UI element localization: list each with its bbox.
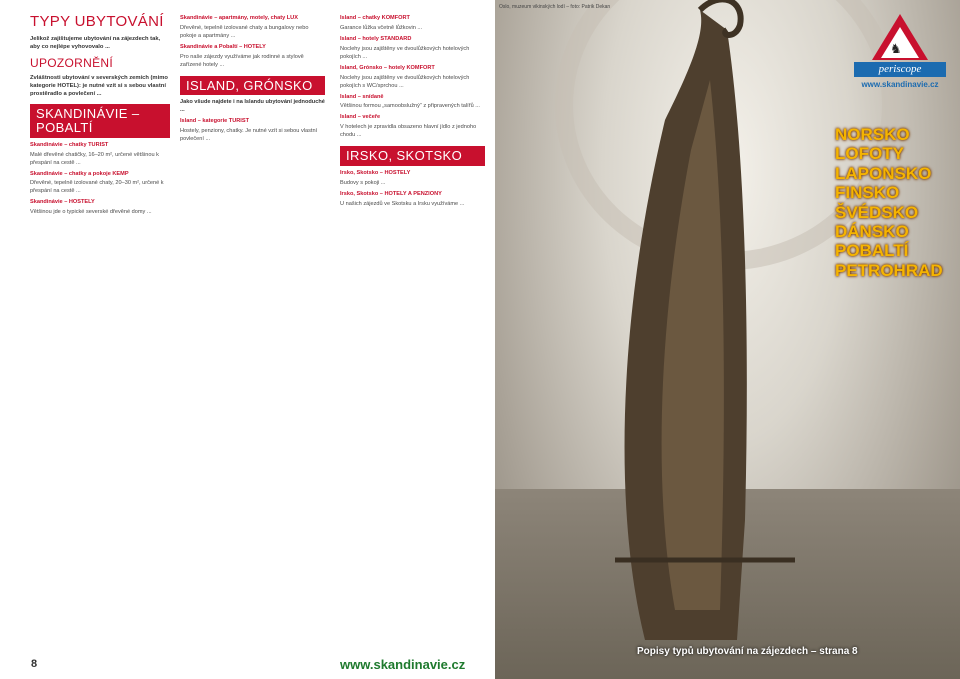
text-irsko-hotely: U našich zájezdů ve Skotsku a Irsku využíváme ... xyxy=(340,200,465,207)
text-standard: Noclehy jsou zajištěny ve dvoulůžkových hotelových pokojích ... xyxy=(340,45,470,60)
photo-footer: Popisy typů ubytování na zájezdech – strana 8 xyxy=(637,646,858,657)
subheading-hostely: Skandinávie – HOSTELY xyxy=(30,199,95,206)
section-band-ireland: IRSKO, SKOTSKO xyxy=(340,146,485,166)
text-vecere: V hotelech je zpravidla obsazeno hlavní jídlo z jednoho chodu ... xyxy=(340,124,477,139)
subheading-lux: Skandinávie – apartmány, motely, chaty LUX xyxy=(180,15,298,21)
destination-item: DÁNSKO xyxy=(835,221,909,241)
viking-ship-photo xyxy=(495,0,960,679)
text-lux: Dřevěné, tepelně izolované chaty a bungalovy nebo pokoje a apartmány ... xyxy=(180,24,309,39)
subheading-island-turist: Island – kategorie TURIST xyxy=(180,118,250,125)
periscope-logo[interactable] xyxy=(850,14,950,96)
subheading-vecere: Island – večeře xyxy=(340,114,381,121)
subheading-hotely: Skandinávie a Pobaltí – HOTELY xyxy=(180,43,266,50)
destination-item: NORSKO xyxy=(835,125,910,144)
section-band-iceland: ISLAND, GRÓNSKO xyxy=(180,76,325,96)
text-irsko-hostely: Budovy s pokoji ... xyxy=(340,179,386,186)
viking-ship-illustration xyxy=(495,0,960,679)
intro-text: Jelikož zajištujeme ubytování na zájezdech tak, aby co nejlépe vyhovovalo ... xyxy=(30,35,161,50)
brand-site[interactable]: www.skandinavie.cz xyxy=(861,80,939,89)
text-island-turist: Hostely, penziony, chatky. Je nutné vzít si sebou vlastní povlečení ... xyxy=(180,128,318,143)
destination-item: PETROHRAD xyxy=(835,260,943,280)
subheading-irsko-hotely: Irsko, Skotsko – HOTELY A PENZIONY xyxy=(340,190,442,197)
subheading-komfort-chatky: Island – chatky KOMFORT xyxy=(340,15,410,21)
destination-item: LOFOTY xyxy=(835,144,904,164)
subheading-kemp: Skandinávie – chatky a pokoje KEMP xyxy=(30,170,129,177)
column-1 xyxy=(30,12,170,662)
subheading-komfort-hotely: Island, Grónsko – hotely KOMFORT xyxy=(340,64,435,71)
text-komfort-chatky: Garance lůžka včetně lůžkovin ... xyxy=(340,24,423,31)
destination-item: ŠVÉDSKO xyxy=(835,202,919,222)
destination-list xyxy=(835,125,955,280)
photo-caption: Oslo, muzeum vikinských lodí – foto: Patrik Dekan xyxy=(499,4,611,10)
column-3 xyxy=(340,12,485,677)
text-kemp: Dřevěné, tepelně izolované chaty, 20–30 m², určené k přespání na cestě ... xyxy=(30,180,164,195)
moose-icon: ♞ xyxy=(890,41,902,56)
destination-item: POBALTÍ xyxy=(835,241,909,261)
column-2 xyxy=(180,12,325,677)
section-band-scandinavia: SKANDINÁVIE – POBALTÍ xyxy=(30,104,170,137)
text-hotely: Pro naše zájezdy využíváme jak rodinné a stylově zařízené hotely ... xyxy=(180,53,304,68)
warning-text: Zvláštnosti ubytování v severských zemích (mimo kategorie HOTEL): je nutné vzít si s sebou vlastní prostěradlo a povlečení ... xyxy=(30,74,168,98)
text-turist: Malé dřevěné chatičky, 16–20 m², určené většinou k přespání na cestě ... xyxy=(30,151,159,166)
subheading-turist: Skandinávie – chatky TURIST xyxy=(30,141,109,148)
brand-name: periscope xyxy=(854,62,946,77)
subheading-standard: Island – hotely STANDARD xyxy=(340,35,412,42)
text-komfort-hotely: Noclehy jsou zajištěny ve dvoulůžkových hotelových pokojích s WC/sprchou ... xyxy=(340,74,470,89)
text-snidane: Většinou formou „samoobslužný“ z připravených talířů ... xyxy=(340,103,480,110)
destination-item: FINSKO xyxy=(835,183,900,203)
text-hostely: Většinou jde o typické severské dřevěné domy ... xyxy=(30,209,152,216)
subheading-snidane: Island – snídaně xyxy=(340,93,384,100)
destination-item: LAPONSKO xyxy=(835,163,932,183)
subheading-irsko-hostely: Irsko, Skotsko – HOSTELY xyxy=(340,169,411,176)
warning-title: UPOZORNĚNÍ xyxy=(30,56,114,71)
page-title: TYPY UBYTOVÁNÍ xyxy=(30,13,164,30)
website-link[interactable]: www.skandinavie.cz xyxy=(340,657,466,672)
text-iceland-intro: Jako všude najdete i na Islandu ubytování jednoduché ... xyxy=(180,99,325,114)
page-number: 8 xyxy=(31,658,38,670)
